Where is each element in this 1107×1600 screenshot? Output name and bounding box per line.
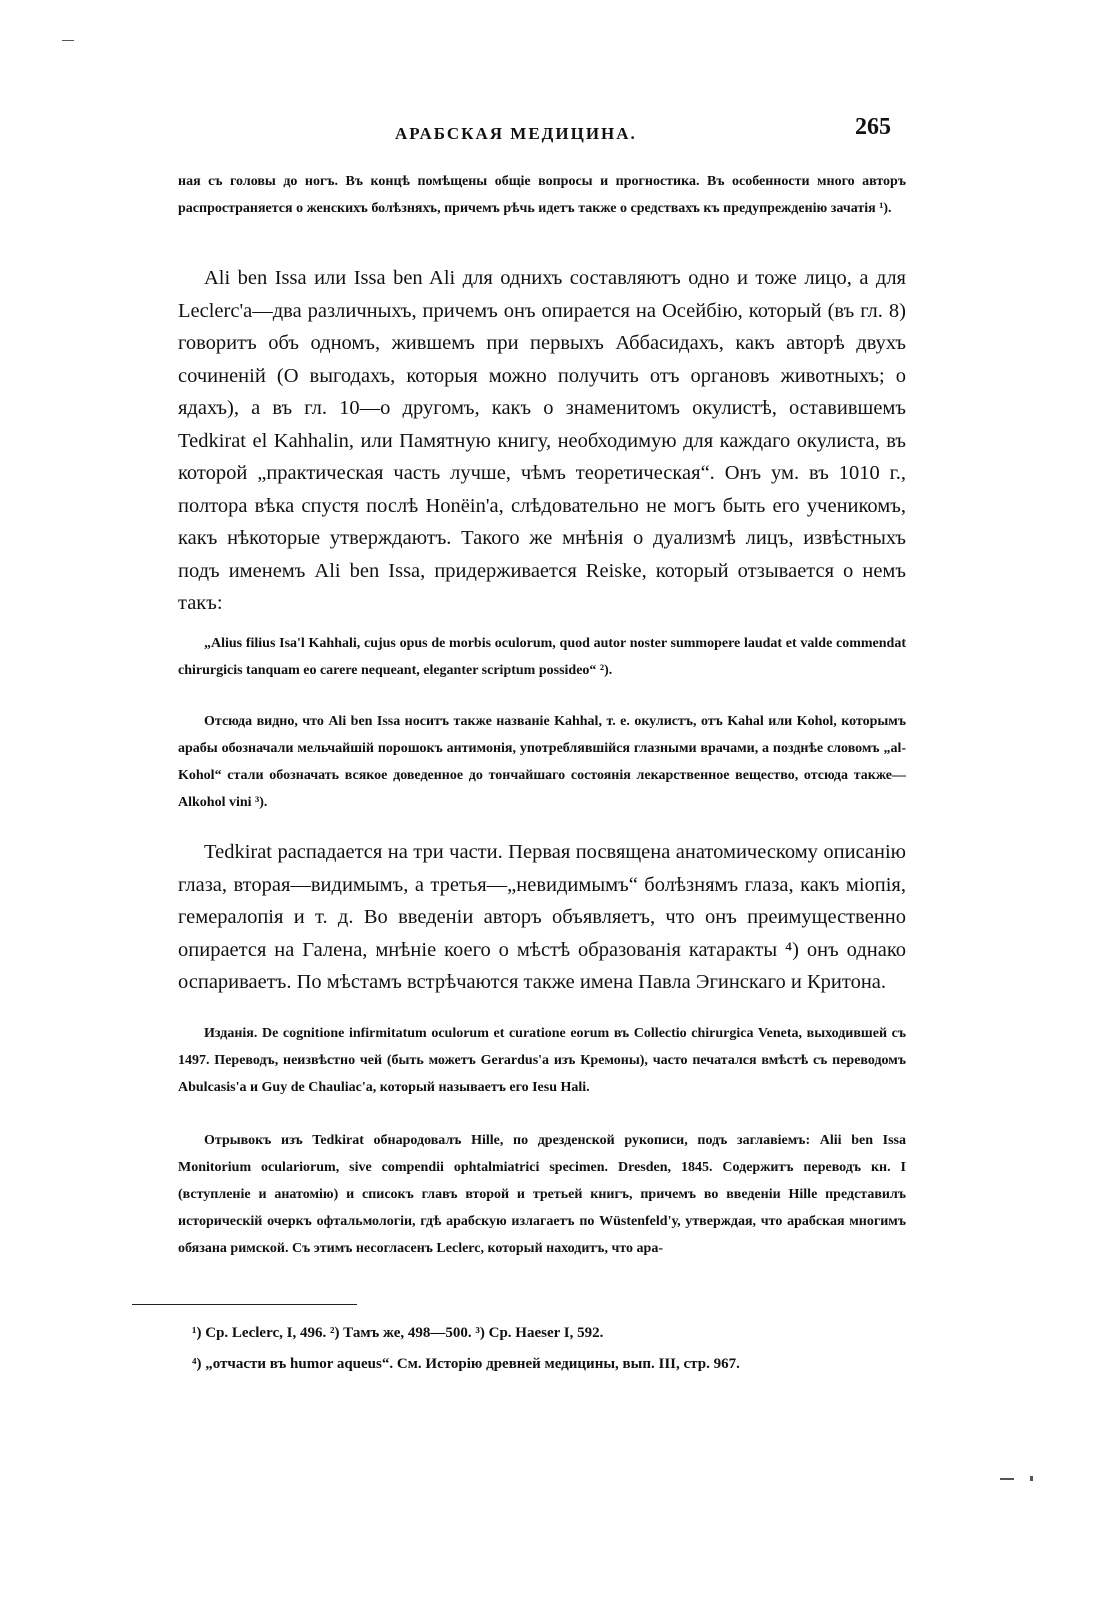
paragraph-editions — [178, 1020, 906, 1101]
paragraph-continuation — [178, 168, 906, 222]
paragraph-text: Изданія. De cognitione infirmitatum oculorum et curatione eorum въ Collectio chirurgica Veneta, выходившей съ 1497. Переводъ, неизвѣстно чей (быть можетъ Gerardus'а изъ Кремоны), часто печатался вмѣстѣ съ переводомъ Abulcasis'а и Guy de Chauliac'а, который называетъ его Iesu Hali. — [178, 1026, 906, 1095]
footnotes — [192, 1318, 906, 1380]
paragraph-text: Отсюда видно, что Ali ben Issa носитъ также названіе Kahhal, т. е. окулистъ, отъ Kahal или Kohol, которымъ арабы обозначали мельчайшій порошокъ антимонія, употреблявшійся глазными врачами, а позднѣе словомъ „al-Kohol“ стали обозначать всякое доведенное до тончайшаго состоянія лекарственное вещество, отсюда также—Alkohol vini ³). — [178, 714, 906, 810]
paragraph-hille — [178, 1127, 906, 1262]
quotation-reiske — [178, 630, 906, 684]
paragraph-ali-ben-issa — [178, 262, 906, 620]
paragraph-kahhal — [178, 708, 906, 816]
scan-speck — [62, 40, 74, 41]
paragraph-text: Отрывокъ изъ Tedkirat обнародовалъ Hille, по дрезденской рукописи, подъ заглавіемъ: Alii ben Issa Monitorium oculariorum, sive compendii ophtalmiatrici specimen. Dresden, 1845. Содержитъ переводъ кн. I (вступленіе и анатомію) и списокъ главъ второй и третьей книгъ, причемъ во введеніи Hille представилъ историческій очеркъ офтальмологіи, гдѣ арабскую излагаетъ по Wüstenfeld'у, утверждая, что арабская многимъ обязана римской. Съ этимъ несогласенъ Leclerc, который находитъ, что ара- — [178, 1133, 906, 1256]
scan-speck — [1000, 1478, 1014, 1480]
paragraph-text: Ali ben Issa или Issa ben Ali для однихъ составляютъ одно и тоже лицо, а для Leclerc'а—два различныхъ, причемъ онъ опирается на Осейбію, который (въ гл. 8) говоритъ объ одномъ, жившемъ при первыхъ Аббасидахъ, какъ авторѣ двухъ сочиненій (О выгодахъ, которыя можно получить отъ органовъ животныхъ; о ядахъ), а въ гл. 10—о другомъ, какъ о знаменитомъ окулистѣ, оставившемъ Tedkirat el Kahhalin, или Памятную книгу, необходимую для каждаго окулиста, въ которой „практическая часть лучше, чѣмъ теоретическая“. Онъ ум. въ 1010 г., полтора вѣка спустя послѣ Honëin'а, слѣдовательно не могъ быть его ученикомъ, какъ нѣкоторые утверждаютъ. Такого же мнѣнія о дуализмѣ лицъ, извѣстныхъ подъ именемъ Ali ben Issa, придерживается Reiske, который отзывается о немъ такъ: — [178, 267, 906, 614]
footnote-divider — [132, 1304, 357, 1305]
footnote-line: ¹) Ср. Leclerc, I, 496. ²) Тамъ же, 498—500. ³) Ср. Haeser I, 592. — [192, 1325, 604, 1341]
page-number: 265 — [855, 114, 891, 140]
paragraph-text: ная съ головы до ногъ. Въ концѣ помѣщены общіе вопросы и прогностика. Въ особенности много авторъ распространяется о женскихъ болѣзняхъ, причемъ рѣчь идетъ также о средствахъ къ предупрежденію зачатія ¹). — [178, 174, 906, 216]
page-header — [0, 114, 1107, 154]
running-title: АРАБСКАЯ МЕДИЦИНА. — [395, 124, 637, 143]
paragraph-tedkirat — [178, 836, 906, 999]
paragraph-text: „Alius filius Isa'l Kahhali, cujus opus de morbis oculorum, quod autor noster summopere laudat et valde commendat chirurgicis tanquam eo carere nequeant, eleganter scriptum possideo“ ²). — [178, 636, 906, 678]
paragraph-text: Tedkirat распадается на три части. Первая посвящена анатомическому описанію глаза, вторая—видимымъ, а третья—„невидимымъ“ болѣзнямъ глаза, какъ міопія, гемералопія и т. д. Во введеніи авторъ объявляетъ, что онъ преимущественно опирается на Галена, мнѣніе коего о мѣстѣ образованія катаракты ⁴) онъ однако оспариваетъ. По мѣстамъ встрѣчаются также имена Павла Эгинскаго и Критона. — [178, 841, 906, 993]
scan-speck — [1030, 1476, 1033, 1481]
footnote-line: ⁴) „отчасти въ humor aqueus“. См. Исторію древней медицины, вып. III, стр. 967. — [192, 1356, 740, 1372]
